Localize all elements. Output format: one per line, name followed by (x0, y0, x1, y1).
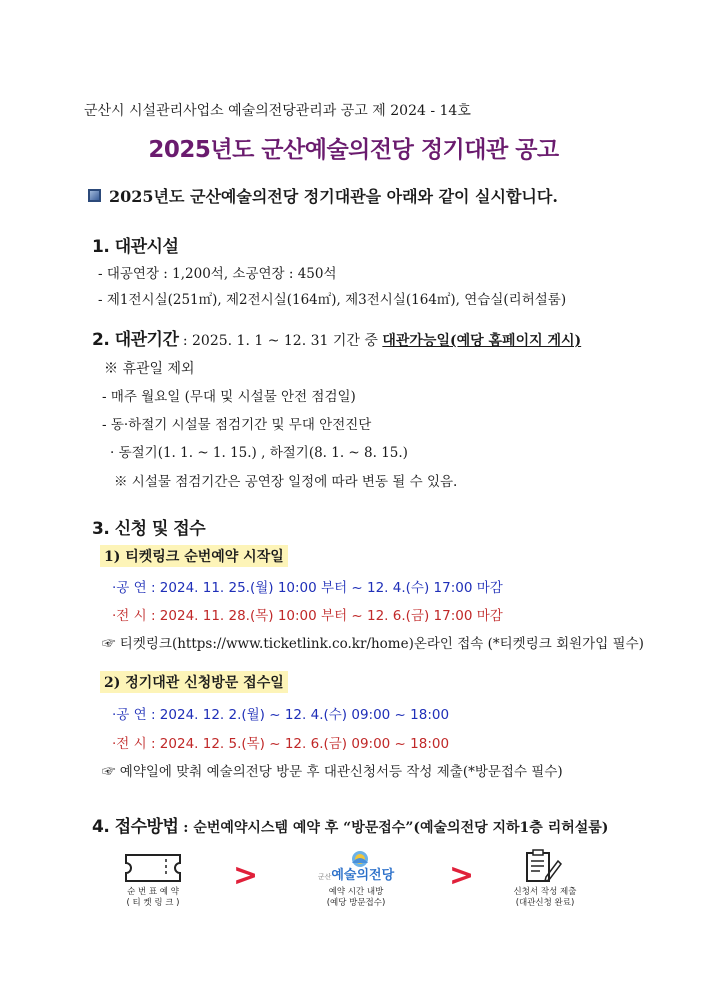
step-2-line-2: (예당 방문접수) (326, 898, 386, 908)
step-3-line-1: 신청서 작성 제출 (513, 887, 577, 897)
step-1-line-1: 순 번 표 예 약 (127, 887, 179, 897)
s2-available-days: 대관가능일(예당 홈페이지 게시) (382, 333, 582, 349)
step-2-line-1: 예약 시간 내방 (328, 887, 384, 897)
s3-sub2-note: ☞ 예약일에 맞춰 예술의전당 방문 후 대관신청서등 작성 제출(*방문접수 필수) (102, 764, 563, 780)
s3-sub1-performance: ·공 연 : 2024. 11. 25.(월) 10:00 부터 ~ 12. 4.(수) 17:00 마감 (112, 580, 503, 596)
step-3-label (489, 887, 601, 909)
step-2-label (300, 887, 412, 909)
section-4-heading: 4. 접수방법 (92, 817, 179, 837)
flow-arrow-1: > (233, 858, 259, 893)
s2-period: : 2025. 1. 1 ~ 12. 31 기간 중 (178, 333, 383, 349)
form-write-icon (522, 849, 564, 883)
s4-desc: : 순번예약시스템 예약 후 “방문접수”(예술의전당 지하1층 리허설룸) (178, 820, 609, 836)
bullet-square-icon (88, 189, 101, 202)
s2-exclude: ※ 휴관일 제외 (104, 361, 195, 377)
s1-line-2: - 제1전시실(251㎡), 제2전시실(164㎡), 제3전시실(164㎡), 연습실(리허설룸) (98, 292, 567, 308)
intro-text: 2025년도 군산예술의전당 정기대관을 아래와 같이 실시합니다. (109, 187, 558, 206)
s2-line-4: ※ 시설물 점검기간은 공연장 일정에 따라 변동 될 수 있음. (114, 474, 458, 490)
step-1-line-2: ( 티 켓 링 크 ) (126, 898, 180, 908)
s3-sub-2: 2) 정기대관 신청방문 접수일 (100, 671, 288, 693)
section-3-heading: 3. 신청 및 접수 (92, 519, 206, 539)
section-2-heading-row (92, 325, 581, 350)
section-2-heading: 2. 대관기간 (92, 330, 179, 350)
section-1-heading: 1. 대관시설 (92, 237, 179, 257)
s2-line-1: - 매주 월요일 (무대 및 시설물 안전 점검일) (102, 389, 356, 405)
page-title: 2025년도 군산예술의전당 정기대관 공고 (148, 137, 559, 163)
ticket-icon (120, 853, 186, 883)
notice-number: 군산시 시설관리사업소 예술의전당관리과 공고 제 2024 - 14호 (84, 103, 471, 119)
s3-sub-1: 1) 티켓링크 순번예약 시작일 (100, 545, 288, 567)
intro-line (88, 184, 558, 207)
logo-text: 예술의전당 (331, 868, 395, 883)
s3-sub2-performance: ·공 연 : 2024. 12. 2.(월) ~ 12. 4.(수) 09:00 ~ 18:00 (112, 707, 450, 723)
step-1-label (100, 887, 206, 909)
logo-wordmark (308, 864, 404, 883)
section-4-heading-row (92, 812, 608, 837)
s2-line-2: - 동·하절기 시설물 점검기간 및 무대 안전진단 (102, 417, 372, 433)
logo-small-text: 군산 (317, 873, 332, 881)
step-3-line-2: (대관신청 완료) (515, 898, 575, 908)
s3-sub1-exhibition: ·전 시 : 2024. 11. 28.(목) 10:00 부터 ~ 12. 6.(금) 17:00 마감 (112, 608, 503, 624)
s1-line-1: - 대공연장 : 1,200석, 소공연장 : 450석 (98, 266, 337, 282)
s3-sub1-note: ☞ 티켓링크(https://www.ticketlink.co.kr/home)온라인 접속 (*티켓링크 회원가입 필수) (102, 636, 644, 652)
arts-center-logo (308, 850, 404, 884)
s2-line-3: · 동절기(1. 1. ~ 1. 15.) , 하절기(8. 1. ~ 8. 15.) (110, 445, 408, 461)
s3-sub2-exhibition: ·전 시 : 2024. 12. 5.(목) ~ 12. 6.(금) 09:00 ~ 18:00 (112, 736, 450, 752)
flow-arrow-2: > (449, 858, 475, 893)
